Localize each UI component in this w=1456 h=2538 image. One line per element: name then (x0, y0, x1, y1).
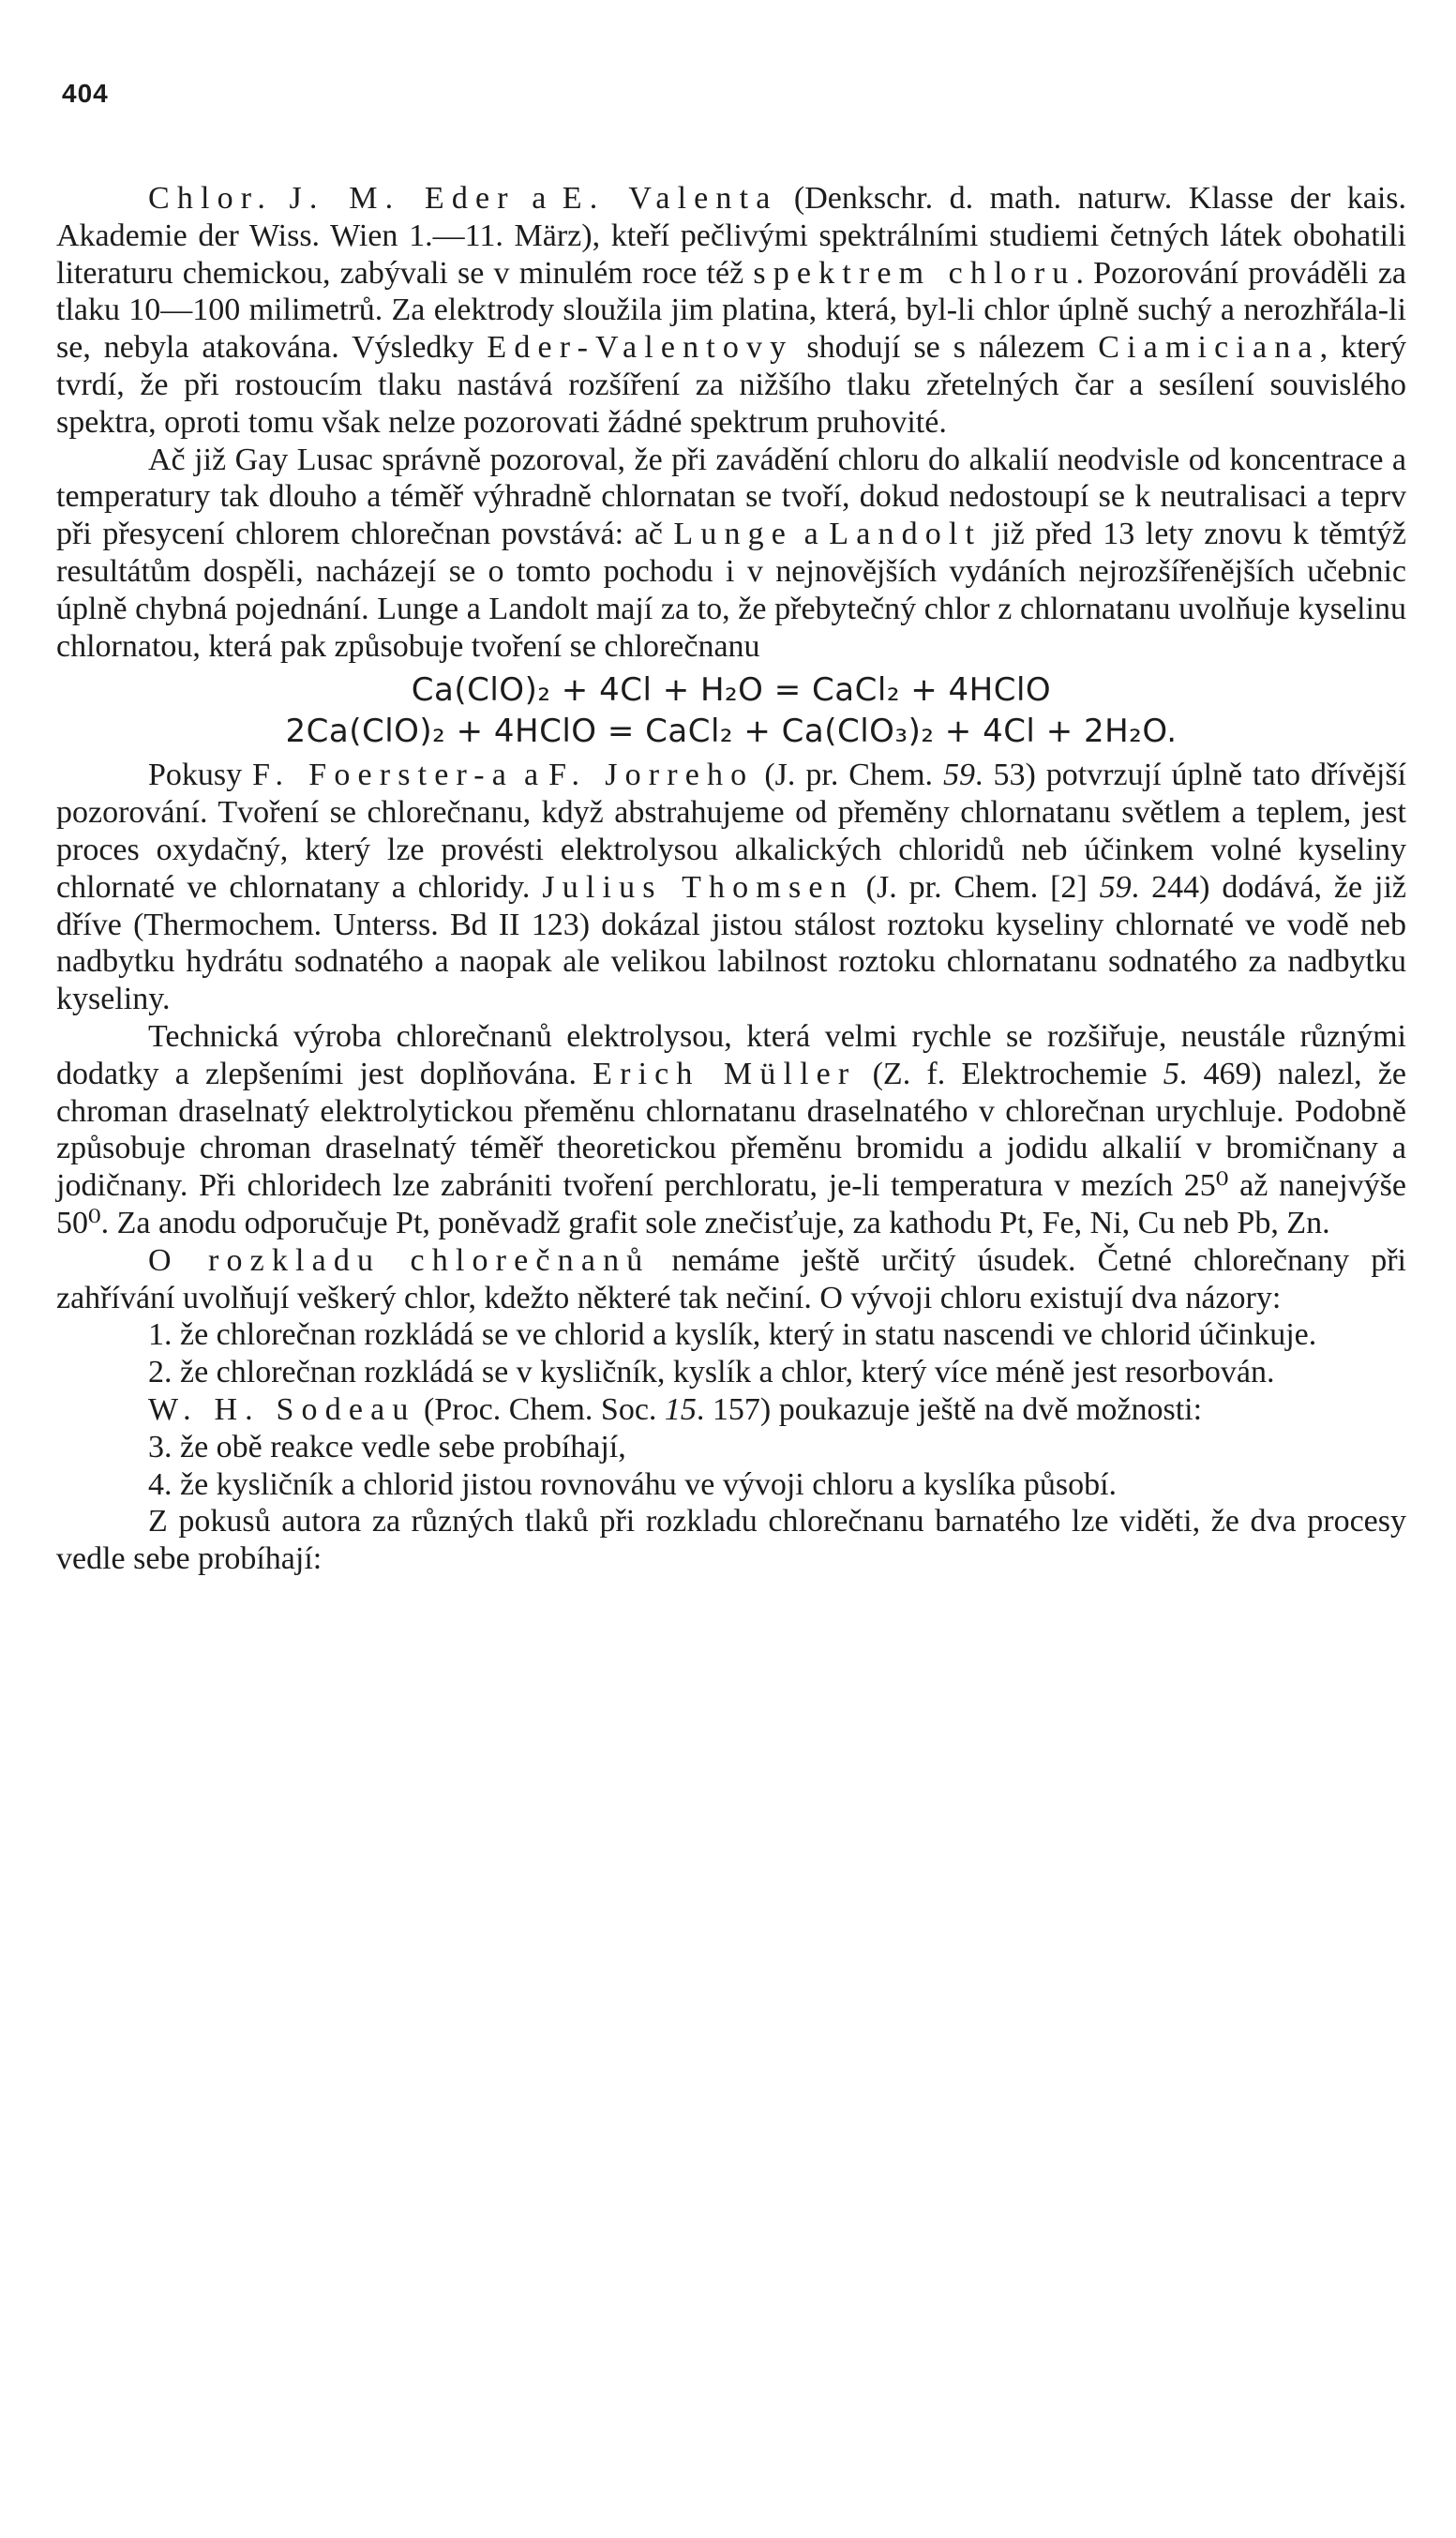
text-run: . 157) poukazuje ještě na dvě možnosti: (696, 1391, 1203, 1427)
text-run: (Proc. Chem. Soc. (415, 1391, 665, 1427)
spaced-name: Erich Müller (593, 1056, 857, 1091)
spaced-name: Julius Thomsen (542, 869, 854, 905)
equation-1: Ca(ClO)₂ + 4Cl + H₂O = CaCl₂ + 4HClO (411, 671, 1052, 710)
paragraph (56, 757, 1406, 1018)
text-run: , který tvrdí, že při rostoucím tlaku nastává rozšíření za nižšího tlaku zřetelných čar a sesílení souvislého spektra, oproti tomu však nelze pozorovati žádné spektrum pruhovité. (56, 330, 1407, 440)
text-run: . 53) potvrzují úplně tato dřívější pozorování. Tvoření se chlorečnanu, když abstrahujeme od přeměny chlornatanu světlem a teplem, jest proces oxydačný, který lze provésti elektrolysou alkalických chloridů neb účinkem volné kyseliny chlornaté ve chlornatany a chloridy. (56, 758, 1406, 905)
text-run: Ač již Gay Lusac správně pozoroval, že při zavádění chloru do alkalií neodvisle od koncentrace a temperatury tak dlouho a téměř výhradně chlornatan se tvoří, dokud nedostoupí se k neutralisaci a teprv při přesycení chlorem chlorečnan povstává: ač (56, 442, 1406, 552)
text-run: již před 13 lety znovu k těmtýž resultátům dospěli, nacházejí se o tomto pochodu i v nejnovějších vydáních nejrozšířenějších učebnic úplně chybná pojednání. Lunge a Landolt mají za to, že přebytečný chlor z chlornatanu uvolňuje kyselinu chlornatou, která pak způsobuje tvoření se chlorečnanu (56, 517, 1407, 664)
spaced-name: J. M. Eder (289, 181, 516, 216)
text-run: (Z. f. Elektrochemie (856, 1056, 1163, 1091)
text-run: (J. pr. Chem. [2] (853, 869, 1100, 905)
text-run: Technická výroba chlorečnanů elektrolysou, která velmi rychle se rozšiřuje, neustále různými dodatky a zlepšeními jest doplňována. (56, 1018, 1406, 1091)
spaced-name: E. Valenta (562, 181, 778, 216)
paragraph (56, 1018, 1406, 1242)
spaced-name: Chlor. (148, 181, 274, 216)
text-run: a (515, 181, 563, 216)
volume-number: 15 (664, 1391, 697, 1427)
volume-number: 59 (1099, 869, 1132, 905)
text-run: a (793, 517, 830, 552)
text-run: (J. pr. Chem. (754, 758, 943, 793)
paragraph (56, 1354, 1406, 1391)
equations (56, 669, 1406, 752)
paragraph (56, 1503, 1406, 1578)
text-run: shodují se s nálezem (793, 330, 1099, 366)
volume-number: 5 (1163, 1056, 1179, 1091)
text-run (273, 181, 289, 216)
paragraph (56, 442, 1406, 666)
page-number: 404 (62, 79, 109, 108)
body-text (56, 180, 1406, 1578)
paragraphs-before-equations (56, 180, 1406, 665)
paragraph (56, 180, 1406, 442)
text-run: . 244) dodává, že již dříve (Thermochem. Unterss. Bd II 123) dokázal jistou stálost roztoku kyseliny chlornaté ve vodě neb nadbytku hydrátu sodnatého a naopak ale velikou labilnost roztoku chlornatanu sodnatého za nadbytku kyseliny. (56, 869, 1406, 1017)
spaced-name: Ciamiciana (1098, 330, 1320, 366)
spaced-name: W. H. Sodeau (148, 1391, 416, 1427)
paragraph (56, 1316, 1406, 1354)
spaced-name: Eder-Valentovy (487, 330, 794, 366)
text-run: 2. že chlorečnan rozkládá se v kysličník, kyslík a chlor, který více méně jest resorbován. (148, 1355, 1275, 1390)
paragraph (56, 1391, 1406, 1429)
paragraph (56, 1429, 1406, 1466)
text-run: 3. že obě reakce vedle sebe probíhají, (148, 1429, 626, 1464)
equation-2: 2Ca(ClO)₂ + 4HClO = CaCl₂ + Ca(ClO₃)₂ + 4Cl + 2H₂O. (285, 713, 1178, 751)
text-run: Pokusy (148, 758, 253, 793)
text-run: Z pokusů autora za různých tlaků při rozkladu chlorečnanu barnatého lze viděti, že dva procesy vedle sebe probíhají: (56, 1504, 1406, 1577)
text-run: nemáme ještě určitý úsudek. Četné chlorečnany při zahřívání uvolňují veškerý chlor, kdežto některé tak nečiní. O vývoji chloru existují dva názory: (56, 1242, 1406, 1315)
text-run: . 469) nalezl, že chroman draselnatý elektrolytickou přeměnu chlornatanu draselnatého v chlorečnan urychluje. Podobně způsobuje chroman draselnatý téměř theoretickou přeměnu bromidu a jodidu alkalií v bromičnany a jodičnany. Při chloridech lze zabrániti tvoření perchloratu, je-li temperatura v mezích 25⁰ až nanejvýše 50⁰. Za anodu odporučuje Pt, poněvadž grafit sole znečisťuje, za kathodu Pt, Fe, Ni, Cu neb Pb, Zn. (56, 1056, 1406, 1240)
text-run: a (514, 758, 549, 793)
text-run: . Pozorování prováděli za tlaku 10—100 milimetrů. Za elektrody sloužila jim platina, která, byl-li chlor úplně suchý a nerozhřála-li se, nebyla atakována. Výsledky (56, 255, 1407, 366)
spaced-name: Lunge (673, 517, 794, 552)
paragraph (56, 1242, 1406, 1317)
volume-number: 59 (943, 758, 975, 793)
spaced-name: F. Foerster-a (252, 758, 515, 793)
spaced-name: O rozkladu chlorečnanů (148, 1242, 651, 1278)
text-run: 4. že kysličník a chlorid jistou rovnováhu ve vývoji chloru a kyslíka působí. (148, 1466, 1118, 1502)
spaced-name: F. Jorreho (548, 758, 755, 793)
text-run: 1. že chlorečnan rozkládá se ve chlorid a kyslík, který in statu nascendi ve chlorid účinkuje. (148, 1317, 1317, 1353)
paragraph (56, 1466, 1406, 1504)
spaced-name: Landolt (829, 517, 983, 552)
spaced-name: spektrem chloru (753, 255, 1076, 291)
text-run: (Denkschr. d. math. naturw. Klasse der kais. Akademie der Wiss. Wien 1.—11. März), kteří pečlivými spektrálními studiemi četných látek obohatili literaturu chemickou, zabývali se v minulém roce též (56, 181, 1407, 291)
paragraphs-after-equations (56, 757, 1406, 1578)
